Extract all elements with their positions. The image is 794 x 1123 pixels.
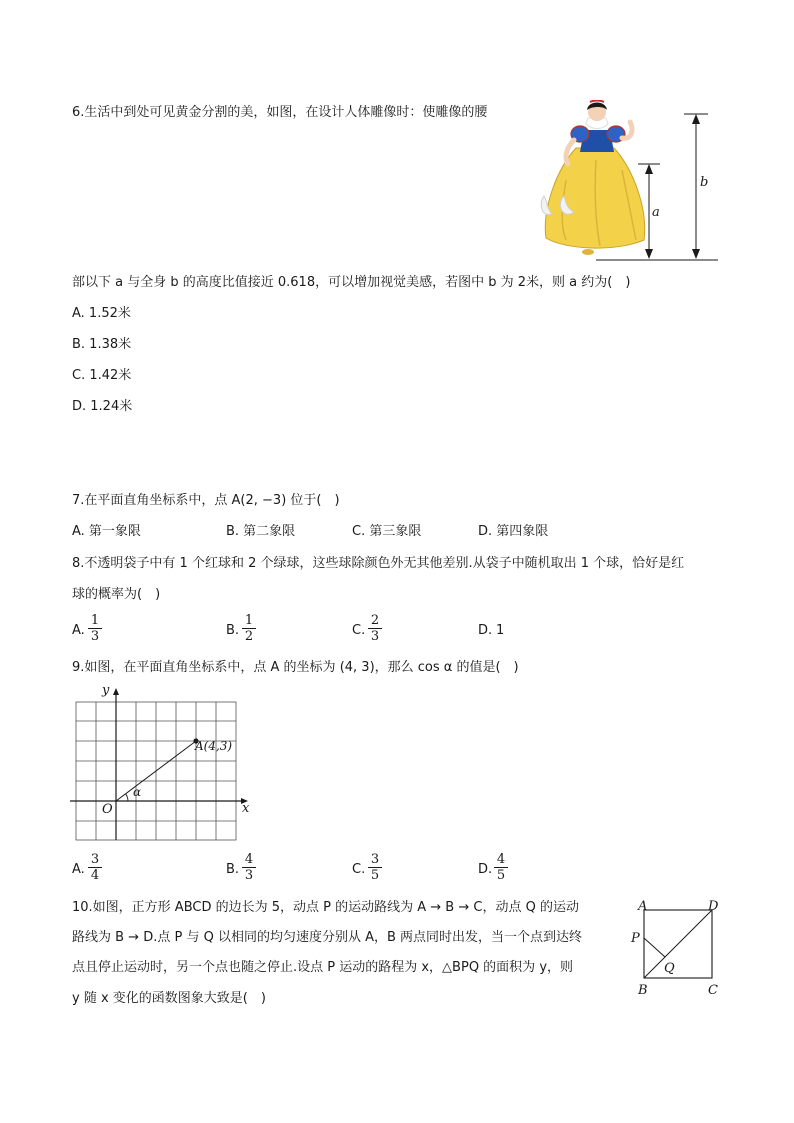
q9-option-a-letter: A.	[72, 862, 85, 877]
q6-option-b[interactable]: B. 1.38米	[72, 337, 132, 352]
q10-stem-line3: 点且停止运动时，另一个点也随之停止.设点 P 运动的路程为 x，△BPQ 的面积为 y，则	[72, 960, 574, 975]
q6-stem-line2: 部以下 a 与全身 b 的高度比值接近 0.618，可以增加视觉美感，若图中 b 为 2米，则 a 约为( )	[72, 275, 631, 290]
q9-point-label: A(4,3)	[195, 739, 233, 753]
q8-option-c-fraction	[368, 614, 382, 644]
q8-option-a-letter: A.	[72, 623, 85, 638]
q8-option-b-num: 1	[242, 614, 256, 629]
q9-option-c-fraction	[368, 853, 382, 883]
q9-origin-label: O	[102, 802, 113, 817]
q9-y-axis-label: y	[102, 683, 110, 698]
q8-option-a-den: 3	[90, 629, 100, 644]
q9-stem: 9.如图，在平面直角坐标系中，点 A 的坐标为 (4, 3)，那么 cos α 的值是( )	[72, 660, 519, 675]
q6-label-a: a	[652, 205, 660, 220]
q9-option-c-letter: C.	[352, 862, 366, 877]
q7-option-b[interactable]: B. 第二象限	[226, 524, 296, 539]
q8-option-b-den: 2	[244, 629, 254, 644]
q8-option-c-letter: C.	[352, 623, 366, 638]
q6-option-c[interactable]: C. 1.42米	[72, 368, 132, 383]
q6-stem-line1: 6.生活中到处可见黄金分割的美，如图，在设计人体雕像时：使雕像的腰	[72, 105, 488, 120]
q6-figure	[536, 100, 726, 270]
q8-option-a-fraction	[88, 614, 102, 644]
q9-x-axis-label: x	[242, 801, 250, 816]
q8-stem-line1: 8.不透明袋子中有 1 个红球和 2 个绿球，这些球除颜色外无其他差别.从袋子中随机取出 1 个球，恰好是红	[72, 556, 685, 571]
q8-option-d-value: 1	[496, 623, 505, 638]
q8-option-d-letter: D.	[478, 623, 493, 638]
q8-option-c-den: 3	[370, 629, 380, 644]
q9-option-c-num: 3	[368, 853, 382, 868]
q8-option-a-num: 1	[88, 614, 102, 629]
q9-option-b-letter: B.	[226, 862, 240, 877]
q9-option-a-num: 3	[88, 853, 102, 868]
q7-option-d[interactable]: D. 第四象限	[478, 524, 549, 539]
q8-option-b-letter: B.	[226, 623, 240, 638]
statue-figure-icon	[536, 100, 726, 270]
q10-stem-line2: 路线为 B → D.点 P 与 Q 以相同的均匀速度分别从 A，B 两点同时出发，当一个点到达终	[72, 930, 583, 945]
q8-option-c-num: 2	[368, 614, 382, 629]
q10-label-d: D	[708, 899, 719, 914]
q9-option-d-num: 4	[494, 853, 508, 868]
q10-square-figure	[628, 898, 728, 1002]
q6-option-d[interactable]: D. 1.24米	[72, 399, 133, 414]
q9-option-b-num: 4	[242, 853, 256, 868]
q6-label-b: b	[700, 175, 709, 190]
q10-stem-line1: 10.如图，正方形 ABCD 的边长为 5，动点 P 的运动路线为 A → B → C，动点 Q 的运动	[72, 900, 579, 915]
q10-label-p: P	[631, 931, 640, 946]
q9-option-a-den: 4	[90, 868, 100, 883]
q9-option-b-fraction	[242, 853, 256, 883]
q10-label-b: B	[638, 983, 648, 998]
q8-option-b-fraction	[242, 614, 256, 644]
q7-stem: 7.在平面直角坐标系中，点 A(2, −3) 位于( )	[72, 493, 340, 508]
q9-coordinate-graph	[70, 684, 260, 846]
q9-option-d-fraction	[494, 853, 508, 883]
q7-option-c[interactable]: C. 第三象限	[352, 524, 422, 539]
q10-label-q: Q	[664, 961, 675, 976]
q9-option-b-den: 3	[244, 868, 254, 883]
q9-angle-label: α	[133, 785, 142, 799]
q7-option-a[interactable]: A. 第一象限	[72, 524, 141, 539]
q9-option-a-fraction	[88, 853, 102, 883]
q6-option-a[interactable]: A. 1.52米	[72, 306, 131, 321]
q10-stem-line4: y 随 x 变化的函数图象大致是( )	[72, 991, 266, 1006]
q10-label-a: A	[638, 899, 648, 914]
q9-option-c-den: 5	[370, 868, 380, 883]
q8-stem-line2: 球的概率为( )	[72, 587, 161, 602]
q10-label-c: C	[708, 983, 718, 998]
q9-option-d-letter: D.	[478, 862, 493, 877]
q9-option-d-den: 5	[496, 868, 506, 883]
